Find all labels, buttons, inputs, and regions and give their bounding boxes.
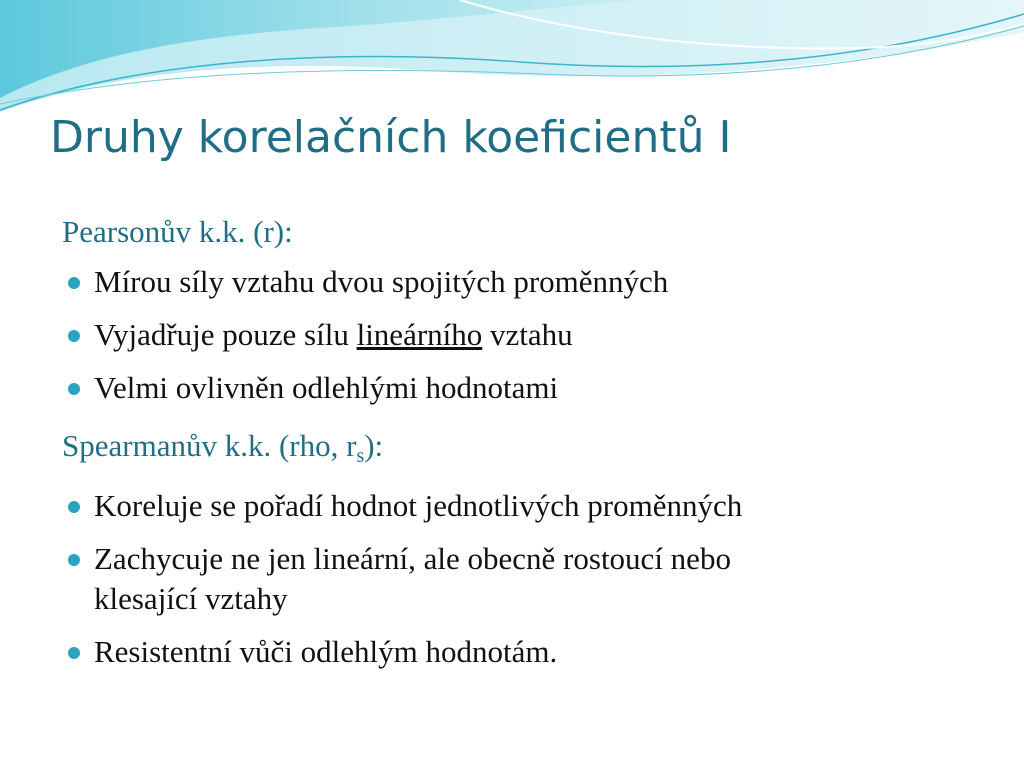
bullet-text: Koreluje se pořadí hodnot jednotlivých proměnných	[94, 488, 743, 523]
slide-title: Druhy korelačních koeficientů I	[50, 112, 732, 163]
bullet-dot-icon	[68, 554, 80, 566]
spearman-heading-text: Spearmanův k.k. (rho, r	[62, 428, 357, 463]
header-wave-decoration	[0, 0, 1024, 120]
bullet-text-before: Vyjadřuje pouze sílu	[94, 317, 357, 352]
pearson-bullet-3	[62, 368, 982, 408]
bullet-dot-icon	[68, 647, 80, 659]
bullet-text-underlined: lineárního	[356, 317, 483, 352]
spearman-bullet-3	[62, 632, 982, 672]
pearson-heading: Pearsonův k.k. (r):	[62, 214, 293, 249]
spearman-bullet-list	[62, 486, 982, 672]
spearman-bullet-1	[62, 486, 982, 526]
bullet-dot-icon	[68, 383, 80, 395]
spearman-bullet-2	[62, 539, 982, 619]
pearson-bullet-list	[62, 262, 982, 408]
pearson-bullet-2	[62, 315, 982, 355]
bullet-text-line-2: klesající vztahy	[94, 581, 288, 616]
bullet-text: Mírou síly vztahu dvou spojitých proměnných	[94, 264, 669, 299]
pearson-bullet-1	[62, 262, 982, 302]
slide-content	[62, 212, 982, 685]
spearman-heading-subscript: s	[356, 445, 365, 467]
bullet-text: Resistentní vůči odlehlým hodnotám.	[94, 634, 558, 669]
spearman-heading	[62, 426, 982, 476]
spearman-heading-end: ):	[364, 428, 384, 463]
bullet-dot-icon	[68, 277, 80, 289]
bullet-text-line-1: Zachycuje ne jen lineární, ale obecně rostoucí nebo	[94, 541, 731, 576]
bullet-text-after: vztahu	[482, 317, 573, 352]
bullet-dot-icon	[68, 501, 80, 513]
bullet-dot-icon	[68, 330, 80, 342]
bullet-text: Velmi ovlivněn odlehlými hodnotami	[94, 370, 559, 405]
